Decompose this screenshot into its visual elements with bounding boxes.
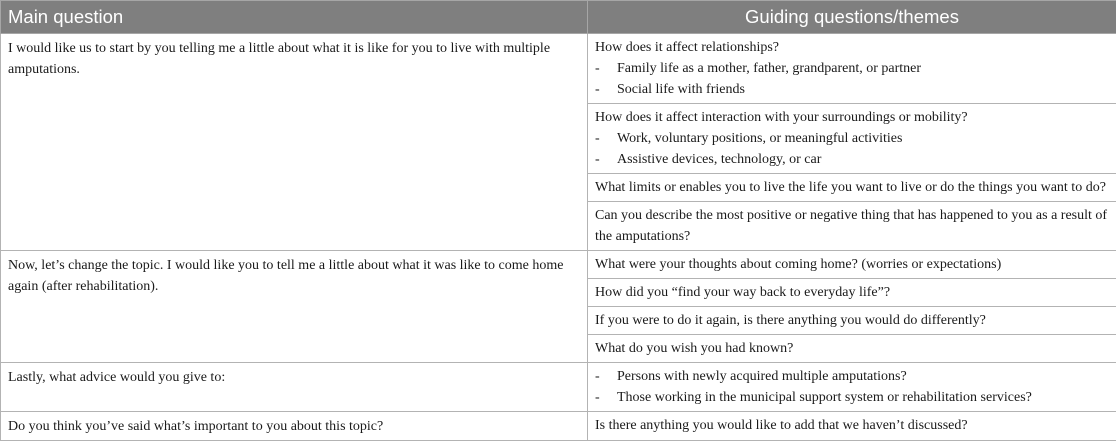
guiding-cell [588, 363, 1116, 412]
guiding-cell [588, 412, 1116, 441]
guiding-cell [588, 335, 1116, 363]
theme-list [595, 366, 1109, 408]
main-question-cell: I would like us to start by you telling me a little about what it is like for you to live with multiple amputations. [1, 34, 588, 251]
header-main-question: Main question [1, 1, 588, 34]
guiding-cell [588, 202, 1116, 251]
main-question-cell: Now, let’s change the topic. I would like you to tell me a little about what it was like to come home again (after rehabilitation). [1, 251, 588, 363]
guiding-question: How does it affect interaction with your surroundings or mobility? [595, 107, 1109, 128]
header-row [1, 1, 1116, 34]
theme-item: - Assistive devices, technology, or car [595, 149, 1109, 170]
table-row [1, 363, 1116, 412]
theme-item: - Work, voluntary positions, or meaningful activities [595, 128, 1109, 149]
main-question-cell: Lastly, what advice would you give to: [1, 363, 588, 412]
table-row [1, 34, 1116, 104]
theme-list [595, 128, 1109, 170]
theme-item: - Social life with friends [595, 79, 1109, 100]
guiding-question: Is there anything you would like to add that we haven’t discussed? [595, 415, 1109, 436]
guiding-cell [588, 307, 1116, 335]
guiding-cell [588, 279, 1116, 307]
guiding-question: What do you wish you had known? [595, 338, 1109, 359]
guiding-question: How did you “find your way back to everyday life”? [595, 282, 1109, 303]
guiding-question: If you were to do it again, is there anything you would do differently? [595, 310, 1109, 331]
theme-item: - Family life as a mother, father, grandparent, or partner [595, 58, 1109, 79]
guiding-question: How does it affect relationships? [595, 37, 1109, 58]
header-guiding-questions: Guiding questions/themes [588, 1, 1116, 34]
guiding-cell [588, 104, 1116, 174]
main-question-cell: Do you think you’ve said what’s important to you about this topic? [1, 412, 588, 441]
table-row [1, 251, 1116, 279]
theme-item: - Those working in the municipal support system or rehabilitation services? [595, 387, 1109, 408]
theme-item: - Persons with newly acquired multiple amputations? [595, 366, 1109, 387]
table-row [1, 412, 1116, 441]
guiding-cell [588, 251, 1116, 279]
theme-list [595, 58, 1109, 100]
guiding-question: Can you describe the most positive or negative thing that has happened to you as a result of the amputations? [595, 205, 1109, 247]
guiding-question: What limits or enables you to live the life you want to live or do the things you want to do? [595, 177, 1109, 198]
guiding-question: What were your thoughts about coming home? (worries or expectations) [595, 254, 1109, 275]
guiding-cell [588, 174, 1116, 202]
guiding-cell [588, 34, 1116, 104]
